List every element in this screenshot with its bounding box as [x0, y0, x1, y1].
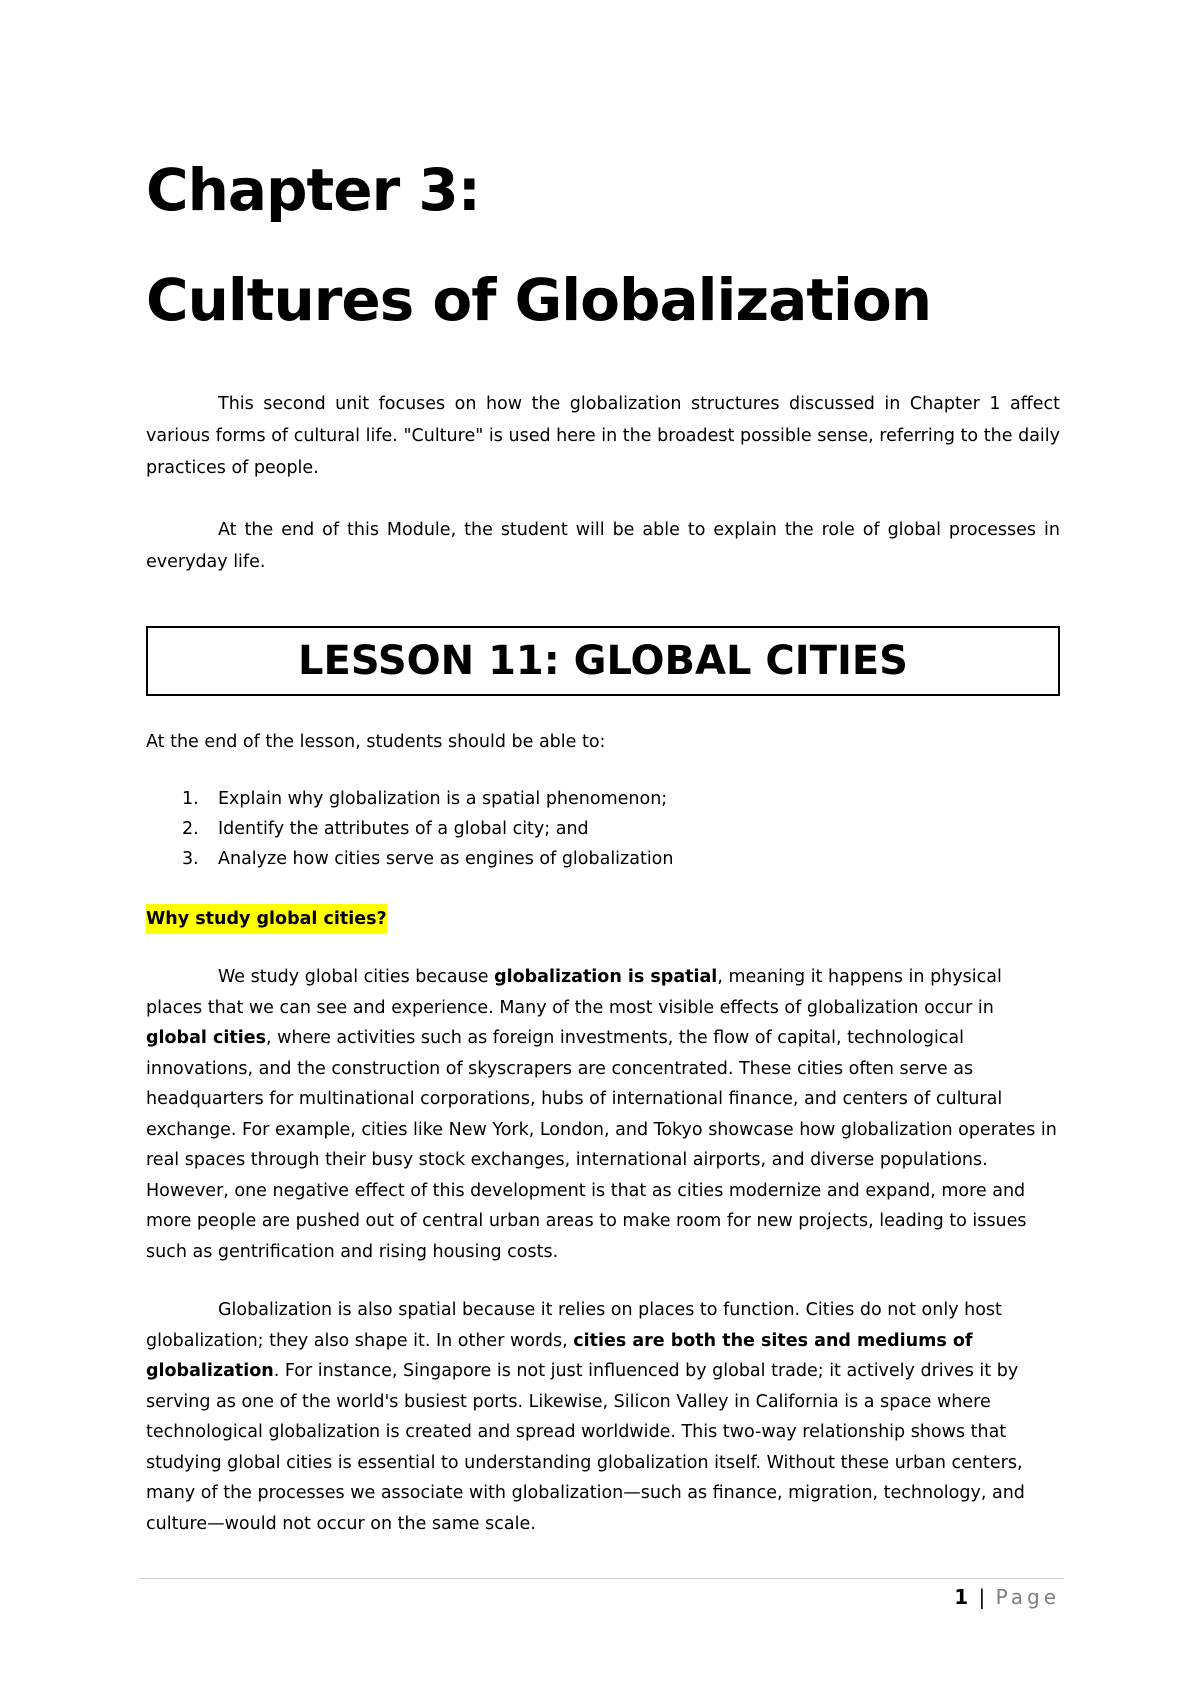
intro-paragraph-1: This second unit focuses on how the globalization structures discussed in Chapter 1 affect various forms of cultural life. "Culture" is used here in the broadest possible sense, referring to the daily practices of people.: [146, 394, 1060, 478]
objective-text: Explain why globalization is a spatial phenomenon;: [218, 789, 668, 809]
objective-item: [146, 784, 1060, 814]
page-label: Page: [995, 1585, 1060, 1609]
bold-phrase: global cities: [146, 1028, 266, 1048]
page-separator: |: [978, 1585, 986, 1609]
objective-number: 2.: [182, 819, 199, 839]
objective-text: Analyze how cities serve as engines of globalization: [218, 849, 674, 869]
intro-paragraph-2: At the end of this Module, the student will be able to explain the role of global processes in everyday life.: [146, 520, 1060, 572]
objectives-list: [146, 784, 1060, 874]
bold-phrase: cities are both the sites and mediums of globalization: [146, 1330, 973, 1381]
chapter-title: Chapter 3:: [146, 156, 480, 224]
objectives-intro: At the end of the lesson, students should be able to:: [146, 732, 606, 752]
paragraph-text: , meaning it happens in physical places that we can see and experience. Many of the most visible effects of globalization occur in: [146, 967, 1002, 1018]
paragraph-text: , where activities such as foreign investments, the flow of capital, technological innovations, and the construction of skyscrapers are concentrated. These cities often serve as headquarters for multinational corporations, hubs of international finance, and centers of cultural exchange. For example, cities like New York, London, and Tokyo showcase how globalization operates in real spaces through their busy stock exchanges, international airports, and diverse populations. However, one negative effect of this development is that as cities modernize and expand, more and more people are pushed out of central urban areas to make room for new projects, leading to issues such as gentrification and rising housing costs.: [146, 1028, 1057, 1262]
objective-number: 3.: [182, 849, 199, 869]
bold-phrase: globalization is spatial: [494, 967, 718, 987]
lesson-title-box: [146, 626, 1060, 696]
objective-item: [146, 814, 1060, 844]
objective-item: [146, 844, 1060, 874]
objective-number: 1.: [182, 789, 199, 809]
objective-text: Identify the attributes of a global city; and: [218, 819, 589, 839]
document-page: [146, 150, 1060, 1539]
paragraph-text: . For instance, Singapore is not just influenced by global trade; it actively drives it by serving as one of the world's busiest ports. Likewise, Silicon Valley in California is a space where technological globalization is created and spread worldwide. This two-way relationship shows that studying global cities is essential to understanding globalization itself. Without these urban centers, many of the processes we associate with globalization—such as finance, migration, technology, and culture—would not occur on the same scale.: [146, 1361, 1025, 1534]
lesson-title: LESSON 11: GLOBAL CITIES: [298, 638, 908, 684]
footer-divider: [140, 1578, 1064, 1579]
paragraph-text: We study global cities because: [218, 967, 495, 987]
paragraph-text: Globalization is also spatial because it relies on places to function. Cities do not only host globalization; they also shape it. In other words,: [146, 1300, 1002, 1351]
section-paragraph-1: [146, 962, 1060, 1267]
section-heading-highlighted: Why study global cities?: [146, 904, 387, 934]
page-number: 1: [954, 1585, 969, 1609]
page-footer: [954, 1585, 1060, 1609]
section-paragraph-2: [146, 1295, 1060, 1539]
chapter-subtitle: Cultures of Globalization: [146, 266, 932, 334]
